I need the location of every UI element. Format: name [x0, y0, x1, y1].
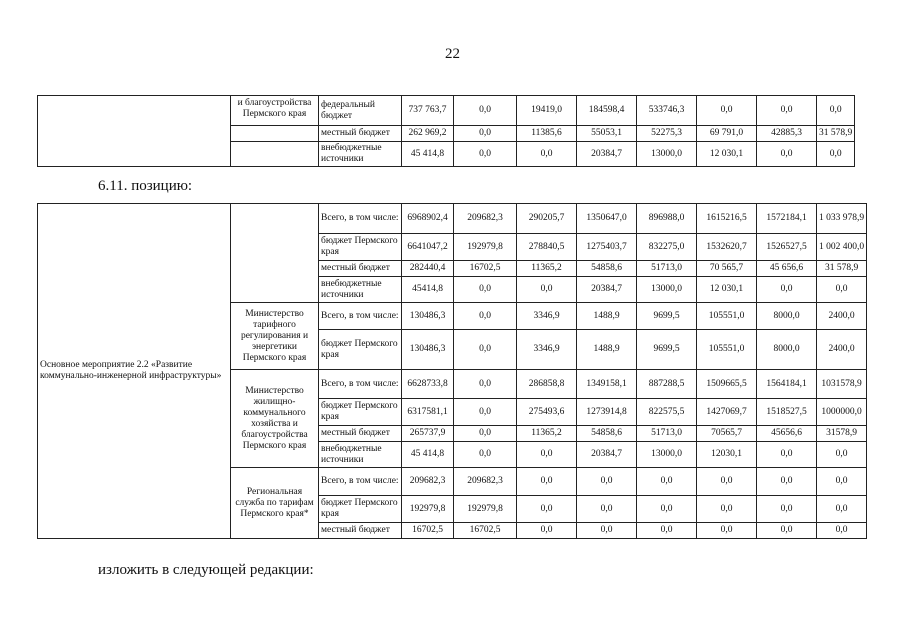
value-cell: 45414,8: [402, 277, 454, 303]
value-cell: 0,0: [817, 468, 867, 496]
value-cell: 130486,3: [402, 330, 454, 370]
value-cell: 51713,0: [637, 426, 697, 442]
value-cell: 0,0: [454, 399, 517, 426]
value-cell: 0,0: [697, 96, 757, 126]
value-cell: 1532620,7: [697, 234, 757, 261]
value-cell: 192979,8: [402, 496, 454, 523]
value-cell: 3346,9: [517, 303, 577, 330]
value-cell: 0,0: [697, 496, 757, 523]
value-cell: 105551,0: [697, 330, 757, 370]
value-cell: 0,0: [454, 303, 517, 330]
value-cell: 9699,5: [637, 303, 697, 330]
value-cell: 0,0: [757, 442, 817, 468]
value-cell: 54858,6: [577, 426, 637, 442]
value-cell: 1572184,1: [757, 204, 817, 234]
value-cell: 282440,4: [402, 261, 454, 277]
value-cell: 209682,3: [454, 468, 517, 496]
value-cell: 13000,0: [637, 142, 697, 167]
value-cell: 105551,0: [697, 303, 757, 330]
value-cell: 0,0: [757, 468, 817, 496]
responsible-cell: [231, 96, 319, 126]
value-cell: 0,0: [757, 496, 817, 523]
value-cell: 184598,4: [577, 96, 637, 126]
value-cell: 54858,6: [577, 261, 637, 277]
value-cell: 13000,0: [637, 442, 697, 468]
value-cell: 13000,0: [637, 277, 697, 303]
value-cell: 0,0: [817, 142, 855, 167]
value-cell: 0,0: [817, 277, 867, 303]
value-cell: 8000,0: [757, 303, 817, 330]
value-cell: 45656,6: [757, 426, 817, 442]
value-cell: 16702,5: [402, 523, 454, 539]
value-cell: 2400,0: [817, 330, 867, 370]
value-cell: 12 030,1: [697, 142, 757, 167]
value-cell: 20384,7: [577, 442, 637, 468]
value-cell: 31 578,9: [817, 126, 855, 142]
value-cell: 0,0: [637, 496, 697, 523]
position-heading: 6.11. позицию:: [98, 178, 193, 194]
value-cell: 887288,5: [637, 370, 697, 399]
responsible-cell: Министерство жилищно-коммунального хозяйства и благоустройства Пермского края: [231, 370, 319, 468]
value-cell: 0,0: [757, 277, 817, 303]
value-cell: 0,0: [757, 96, 817, 126]
responsible-cell: Региональная служба по тарифам Пермского края*: [231, 468, 319, 539]
value-cell: 0,0: [517, 277, 577, 303]
value-cell: 1275403,7: [577, 234, 637, 261]
value-cell: 0,0: [757, 523, 817, 539]
responsible-cell: [231, 142, 319, 167]
value-cell: 0,0: [517, 523, 577, 539]
value-cell: 1564184,1: [757, 370, 817, 399]
value-cell: 45 656,6: [757, 261, 817, 277]
value-cell: 12 030,1: [697, 277, 757, 303]
funding-source-cell: местный бюджет: [319, 523, 402, 539]
value-cell: 0,0: [577, 468, 637, 496]
value-cell: 209682,3: [402, 468, 454, 496]
value-cell: 52275,3: [637, 126, 697, 142]
value-cell: 1615216,5: [697, 204, 757, 234]
value-cell: 286858,8: [517, 370, 577, 399]
value-cell: 3346,9: [517, 330, 577, 370]
value-cell: 832275,0: [637, 234, 697, 261]
value-cell: 51713,0: [637, 261, 697, 277]
funding-source-cell: Всего, в том числе:: [319, 204, 402, 234]
responsible-line: и благоустройства: [237, 98, 312, 108]
responsible-line: Пермского края: [242, 109, 307, 119]
value-cell: 2400,0: [817, 303, 867, 330]
value-cell: 0,0: [817, 442, 867, 468]
value-cell: 16702,5: [454, 261, 517, 277]
table-row: [38, 204, 867, 234]
value-cell: 0,0: [817, 523, 867, 539]
value-cell: 11385,6: [517, 126, 577, 142]
value-cell: 1488,9: [577, 303, 637, 330]
value-cell: 209682,3: [454, 204, 517, 234]
value-cell: 0,0: [637, 523, 697, 539]
value-cell: 20384,7: [577, 142, 637, 167]
revision-heading: изложить в следующей редакции:: [98, 562, 314, 578]
value-cell: 1488,9: [577, 330, 637, 370]
value-cell: 0,0: [454, 142, 517, 167]
funding-source-cell: Всего, в том числе:: [319, 468, 402, 496]
funding-source-cell: Всего, в том числе:: [319, 370, 402, 399]
funding-source-cell: Всего, в том числе:: [319, 303, 402, 330]
page-number: 22: [445, 46, 460, 62]
responsible-cell: Министерство тарифного регулирования и энергетики Пермского края: [231, 303, 319, 370]
value-cell: 1509665,5: [697, 370, 757, 399]
funding-source-cell: бюджет Пермского края: [319, 399, 402, 426]
value-cell: 1349158,1: [577, 370, 637, 399]
funding-source-cell: местный бюджет: [319, 426, 402, 442]
value-cell: 0,0: [697, 468, 757, 496]
value-cell: 290205,7: [517, 204, 577, 234]
budget-table-continuation: [37, 95, 855, 167]
value-cell: 0,0: [517, 442, 577, 468]
value-cell: 1526527,5: [757, 234, 817, 261]
value-cell: 6628733,8: [402, 370, 454, 399]
value-cell: 0,0: [454, 96, 517, 126]
value-cell: 0,0: [577, 523, 637, 539]
value-cell: 6317581,1: [402, 399, 454, 426]
value-cell: 0,0: [817, 496, 867, 523]
value-cell: 0,0: [454, 370, 517, 399]
value-cell: 55053,1: [577, 126, 637, 142]
value-cell: 11365,2: [517, 426, 577, 442]
funding-source-cell: бюджет Пермского края: [319, 234, 402, 261]
funding-source-cell: внебюджетные источники: [319, 442, 402, 468]
value-cell: 45 414,8: [402, 142, 454, 167]
value-cell: 0,0: [517, 142, 577, 167]
value-cell: 278840,5: [517, 234, 577, 261]
value-cell: 9699,5: [637, 330, 697, 370]
value-cell: 0,0: [757, 142, 817, 167]
value-cell: 6641047,2: [402, 234, 454, 261]
funding-source-cell: бюджет Пермского края: [319, 330, 402, 370]
value-cell: 0,0: [454, 426, 517, 442]
value-cell: 19419,0: [517, 96, 577, 126]
responsible-cell: [231, 126, 319, 142]
budget-table-position: [37, 203, 867, 539]
value-cell: 42885,3: [757, 126, 817, 142]
value-cell: 822575,5: [637, 399, 697, 426]
value-cell: 16702,5: [454, 523, 517, 539]
value-cell: 1031578,9: [817, 370, 867, 399]
value-cell: 533746,3: [637, 96, 697, 126]
value-cell: 0,0: [577, 496, 637, 523]
value-cell: 0,0: [454, 330, 517, 370]
empty-cell: [38, 96, 231, 167]
value-cell: 265737,9: [402, 426, 454, 442]
funding-source-cell: местный бюджет: [319, 126, 402, 142]
value-cell: 70565,7: [697, 426, 757, 442]
value-cell: 0,0: [454, 277, 517, 303]
value-cell: 1518527,5: [757, 399, 817, 426]
funding-source-cell: внебюджетные источники: [319, 142, 402, 167]
funding-source-cell: внебюджетные источники: [319, 277, 402, 303]
value-cell: 0,0: [517, 496, 577, 523]
value-cell: 8000,0: [757, 330, 817, 370]
value-cell: 275493,6: [517, 399, 577, 426]
value-cell: 11365,2: [517, 261, 577, 277]
value-cell: 0,0: [454, 126, 517, 142]
value-cell: 69 791,0: [697, 126, 757, 142]
value-cell: 1427069,7: [697, 399, 757, 426]
value-cell: 0,0: [517, 468, 577, 496]
value-cell: 130486,3: [402, 303, 454, 330]
value-cell: 896988,0: [637, 204, 697, 234]
value-cell: 12030,1: [697, 442, 757, 468]
value-cell: 1000000,0: [817, 399, 867, 426]
value-cell: 70 565,7: [697, 261, 757, 277]
main-event-cell: Основное мероприятие 2.2 «Развитие коммунально-инженерной инфраструктуры»: [38, 204, 231, 539]
value-cell: 1350647,0: [577, 204, 637, 234]
value-cell: 1 002 400,0: [817, 234, 867, 261]
value-cell: 262 969,2: [402, 126, 454, 142]
value-cell: 6968902,4: [402, 204, 454, 234]
value-cell: 192979,8: [454, 234, 517, 261]
value-cell: 31 578,9: [817, 261, 867, 277]
funding-source-cell: бюджет Пермского края: [319, 496, 402, 523]
value-cell: 737 763,7: [402, 96, 454, 126]
value-cell: 45 414,8: [402, 442, 454, 468]
value-cell: 0,0: [817, 96, 855, 126]
value-cell: 0,0: [454, 442, 517, 468]
responsible-cell: [231, 204, 319, 303]
funding-source-cell: местный бюджет: [319, 261, 402, 277]
value-cell: 1273914,8: [577, 399, 637, 426]
value-cell: 20384,7: [577, 277, 637, 303]
value-cell: 0,0: [637, 468, 697, 496]
value-cell: 0,0: [697, 523, 757, 539]
value-cell: 1 033 978,9: [817, 204, 867, 234]
funding-source-cell: федеральный бюджет: [319, 96, 402, 126]
value-cell: 192979,8: [454, 496, 517, 523]
table-row: [38, 96, 855, 126]
value-cell: 31578,9: [817, 426, 867, 442]
